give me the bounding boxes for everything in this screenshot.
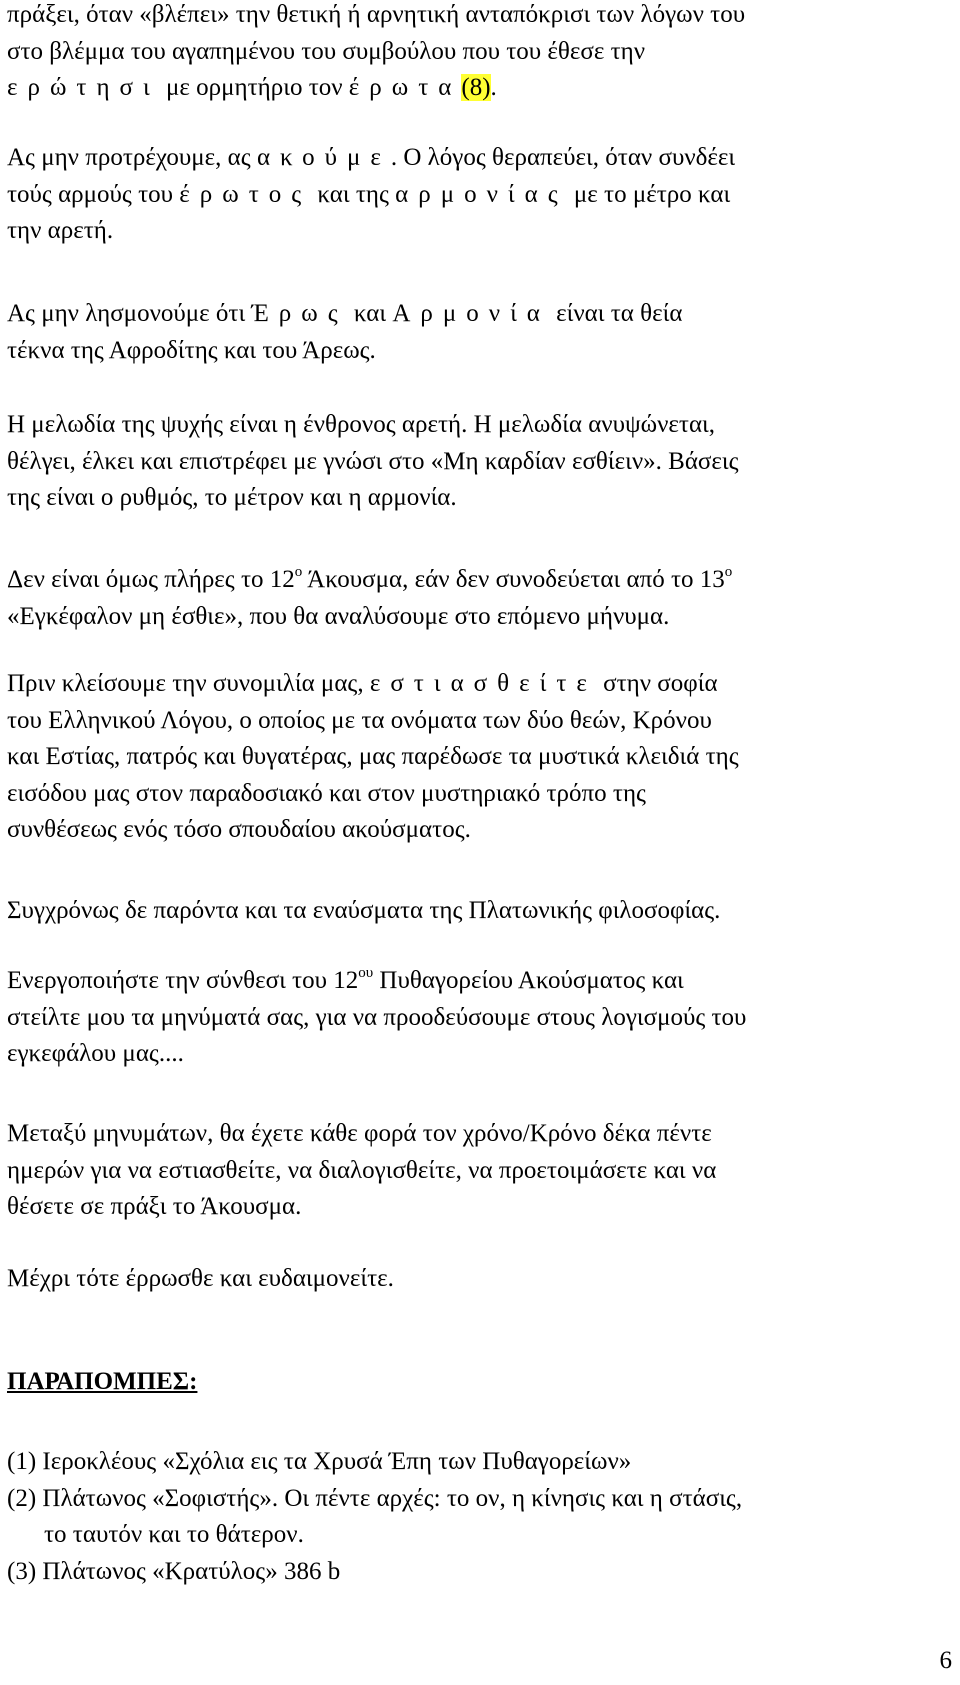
spaced-word: αρμονίας [395,180,568,208]
text-line: Μέχρι τότε έρρωσθε και ευδαιμονείτε. [7,1265,394,1292]
text-line: Η μελωδία της ψυχής είναι η ένθρονος αρετή. Η μελωδία ανυψώνεται, [7,411,716,438]
paragraph-10 [7,1261,394,1298]
paragraph-2 [7,140,735,250]
paragraph-7 [7,893,720,930]
references-heading: ΠΑΡΑΠΟΜΠΕΣ: [7,1368,198,1395]
spaced-word: έρωτος [179,180,312,208]
text-run: . Ο λόγος θεραπεύει, όταν συνδέει [390,144,736,171]
text-run: στην σοφία [596,670,718,697]
text-line [7,562,732,599]
superscript: ο [294,563,303,580]
references-list [7,1444,742,1590]
spaced-word: Αρμονία [392,300,550,327]
text-line: πράξει, όταν «βλέπει» την θετική ή αρνητική ανταπόκρισι των λόγων του [7,1,746,28]
text-line: ημερών για να εστιασθείτε, να διαλογισθείτε, να προετοιμάσετε και να [7,1156,717,1184]
text-run: Ας μην προτρέχουμε, ας [7,144,257,171]
text-run: τούς αρμούς του [7,180,180,208]
text-line [7,666,739,703]
text-line: «Εγκέφαλον μη έσθιε», που θα αναλύσουμε στο επόμενο μήνυμα. [7,602,670,630]
spaced-word: ερώτησι [7,74,160,101]
superscript: ο [724,563,733,580]
text-run: με ορμητήριο τον [159,74,349,101]
reference-item: (3) Πλάτωνος «Κρατύλος» 386 b [7,1557,341,1585]
text-run: Ενεργοποιήστε την σύνθεσι του 12 [7,967,359,994]
text-line: Μεταξύ μηνυμάτων, θα έχετε κάθε φορά τον χρόνο/Κρόνο δέκα πέντε [7,1120,712,1147]
text-run: και [347,300,393,327]
references-section [7,1364,197,1401]
text-line: θέσετε σε πράξι το Άκουσμα. [7,1193,302,1220]
text-run: Ας μην λησμονούμε ότι [7,300,252,327]
text-line [7,140,735,177]
text-line: εγκεφάλου μας.... [7,1040,184,1067]
page-number: 6 [939,1647,952,1674]
text-line: Συγχρόνως δε παρόντα και τα εναύσματα της Πλατωνικής φιλοσοφίας. [7,897,721,924]
text-line [7,296,682,333]
spaced-word: έρωτα [348,74,462,101]
spaced-word: ακούμε [256,144,391,171]
spaced-word: Έρως [251,300,348,327]
text-run: Πριν κλείσουμε την συνομιλία μας, [7,670,370,697]
text-line: θέλγει, έλκει και επιστρέφει με γνώσι στο «Μη καρδίαν εσθίειν». Βάσεις [7,447,739,475]
paragraph-3 [7,296,682,369]
paragraph-6 [7,666,739,849]
text-line: στο βλέμμα του αγαπημένου του συμβούλου που του έθεσε την [7,37,646,65]
highlighted-reference: (8) [461,74,491,101]
text-line: και Εστίας, πατρός και θυγατέρας, μας παρέδωσε τα μυστικά κλειδιά της [7,743,739,770]
superscript: ου [358,964,374,981]
text-run: Άκουσμα, εάν δεν συνοδεύεται από το 13 [302,566,725,593]
paragraph-9 [7,1116,716,1226]
text-run: με το μέτρο και [567,180,731,208]
text-line: του Ελληνικού Λόγου, ο οποίος με τα ονόματα των δύο θεών, Κρόνου [7,706,712,734]
text-run: Πυθαγορείου Ακούσματος και [373,967,684,994]
text-line: την αρετή. [7,217,114,244]
reference-item: (2) Πλάτωνος «Σοφιστής». Οι πέντε αρχές: το ον, η κίνησις και η στάσις, [7,1484,743,1512]
text-run: Δεν είναι όμως πλήρες το 12 [7,566,295,593]
text-line: εισόδου μας στον παραδοσιακό και στον μυστηριακό τρόπο της [7,779,646,807]
text-line [7,177,735,214]
text-line: τέκνα της Αφροδίτης και του Άρεως. [7,336,376,364]
text-run: είναι τα θεία [549,300,683,327]
text-line [7,963,746,1000]
text-run: και της [311,180,396,208]
text-line: της είναι ο ρυθμός, το μέτρον και η αρμονία. [7,484,457,511]
paragraph-8 [7,963,746,1073]
reference-item: (1) Ιεροκλέους «Σχόλια εις τα Χρυσά Έπη των Πυθαγορείων» [7,1448,632,1475]
text-line [7,70,745,107]
spaced-word: εστιασθείτε [369,670,597,697]
text-line: συνθέσεως ενός τόσο σπουδαίου ακούσματος. [7,816,471,843]
paragraph-5 [7,562,732,635]
text-line: στείλτε μου τα μηνύματά σας, για να προοδεύσουμε στους λογισμούς του [7,1003,747,1031]
text-run: . [490,74,497,101]
reference-item-continuation: το ταυτόν και το θάτερον. [44,1521,304,1548]
paragraph-1 [7,0,745,107]
paragraph-4 [7,407,739,517]
